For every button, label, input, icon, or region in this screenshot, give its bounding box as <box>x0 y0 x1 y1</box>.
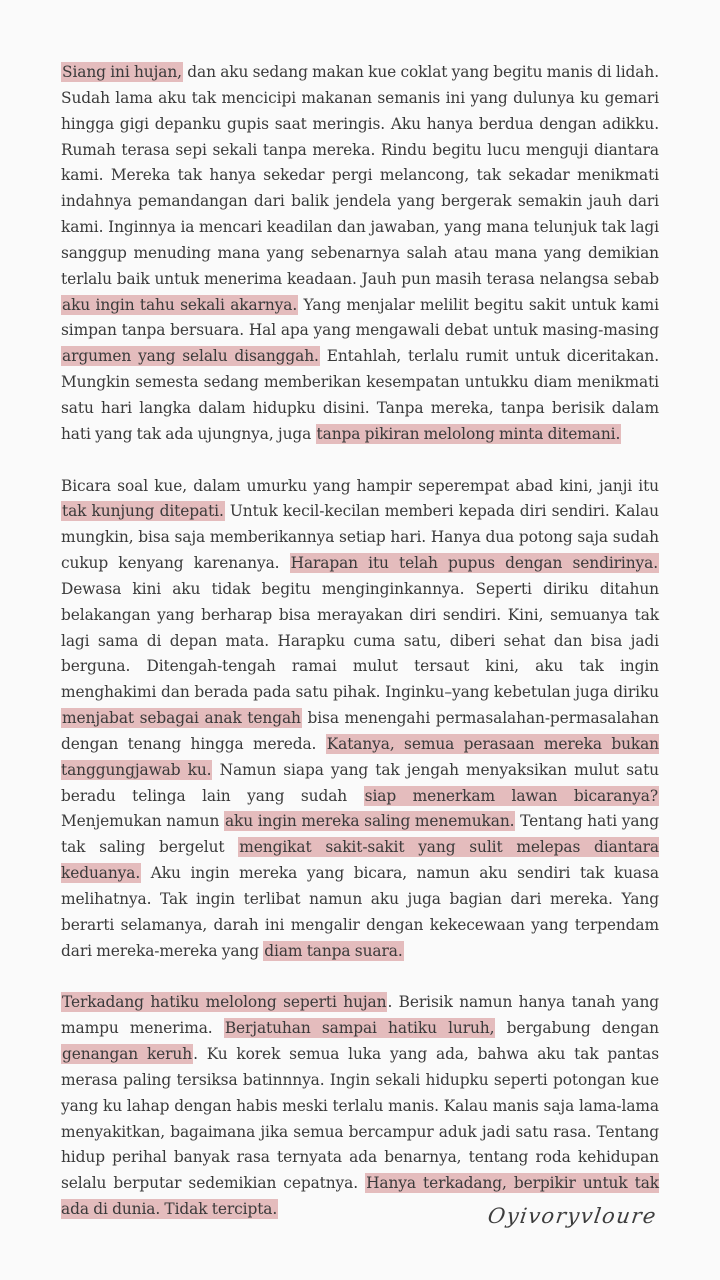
highlighted-text: aku ingin tahu sekali akarnya. <box>62 295 298 314</box>
journal-text <box>61 60 659 1223</box>
body-text: Tentang hati yang tak saling bergelut <box>61 812 659 857</box>
body-text: Namun siapa yang tak jengah menyaksikan mulut satu beradu telinga lain yang sudah <box>61 760 659 805</box>
paragraph-1 <box>61 60 659 448</box>
body-text: . Berisik namun hanya tanah yang mampu menerima. <box>61 993 660 1038</box>
highlighted-text: argumen yang selalu disanggah. <box>62 347 319 366</box>
highlighted-text: menjabat sebagai anak tengah <box>62 709 301 728</box>
highlighted-text: Harapan itu telah pupus dengan sendirinya. <box>290 554 659 573</box>
body-text: Yang menjalar melilit begitu sakit untuk kami simpan tanpa bersuara. Hal apa yang mengawali debat untuk masing-masing <box>61 295 660 340</box>
author-signature: Oyivoryvloure <box>486 1204 659 1228</box>
highlighted-text: Katanya, semua perasaan mereka bukan tanggungjawab ku. <box>61 734 659 779</box>
body-text: bisa menengahi permasalahan-permasalahan dengan tenang hingga mereda. <box>61 709 659 753</box>
highlighted-text: Terkadang hatiku melolong seperti hujan <box>62 993 387 1012</box>
body-text: Entahlah, terlalu rumit untuk diceritakan. Mungkin semesta sedang memberikan kesempatan untukku diam menikmati satu hari langka dalam hidupku disini. Tanpa mereka, tanpa berisik dalam hati yang tak ada ujungnya, juga <box>61 347 660 443</box>
highlighted-text: Berjatuhan sampai hatiku luruh, <box>224 1019 495 1038</box>
body-text: Bicara soal kue, dalam umurku yang hampir seperempat abad kini, janji itu <box>61 476 659 495</box>
highlighted-text: Siang ini hujan, <box>62 63 182 81</box>
paragraph-2 <box>61 474 659 965</box>
highlighted-text: siap menerkam lawan bicaranya? <box>364 786 659 805</box>
body-text: Dewasa kini aku tidak begitu menginginkannya. Seperti diriku ditahun belakangan yang berharap bisa merayakan diri sendiri. Kini, semuanya tak lagi sama di depan mata. Harapku cuma satu, diberi sehat dan bisa jadi berguna. Ditengah-tengah ramai mulut tersaut kini, aku tak ingin menghakimi dan berada pada satu pihak. Inginku–yang kebetulan juga diriku <box>61 579 659 702</box>
body-text: Untuk kecil-kecilan memberi kepada diri sendiri. Kalau mungkin, bisa saja memberikannya setiap hari. Hanya dua potong saja sudah cukup kenyang karenanya. <box>61 502 659 573</box>
highlighted-text: genangan keruh <box>62 1045 193 1064</box>
highlighted-text: tanpa pikiran melolong minta ditemani. <box>316 424 621 443</box>
body-text: dan aku sedang makan kue coklat yang begitu manis di lidah. Sudah lama aku tak mencicipi makanan semanis ini yang dulunya ku gemari hingga gigi depanku gupis saat meringis. Aku hanya berdua dengan adikku. Rumah terasa sepi sekali tanpa mereka. Rindu begitu lucu menguji diantara kami. Mereka tak hanya sekedar pergi melancong, tak sekadar menikmati indahnya pemandangan dari balik jendela yang bergerak semakin jauh dari kami. Inginnya ia mencari keadilan dan jawaban, yang mana telunjuk tak lagi sanggup menuding mana yang sebenarnya salah atau mana yang demikian terlalu baik untuk menerima keadaan. Jauh pun masih terasa nelangsa sebab <box>61 63 659 288</box>
highlighted-text: tak kunjung ditepati. <box>62 502 224 521</box>
highlighted-text: mengikat sakit-sakit yang sulit melepas diantara keduanya. <box>61 838 660 883</box>
body-text: Aku ingin mereka yang bicara, namun aku sendiri tak kuasa melihatnya. Tak ingin terlibat namun aku juga bagian dari mereka. Yang berarti selamanya, darah ini mengalir dengan kekecewaan yang terpendam dari mereka-mereka yang <box>61 864 659 960</box>
body-text: . Ku korek semua luka yang ada, bahwa aku tak pantas merasa paling tersiksa batinnnya. Ingin sekali hidupku seperti potongan kue yang ku lahap dengan habis meski terlalu manis. Kalau manis saja lama-lama menyakitkan, bagaimana jika semua bercampur aduk jadi satu rasa. Tentang hidup perihal banyak rasa ternyata ada benarnya, tentang roda kehidupan selalu berputar sedemikian cepatnya. <box>61 1045 659 1193</box>
highlighted-text: diam tanpa suara. <box>264 941 403 960</box>
paragraph-3 <box>61 990 659 1223</box>
highlighted-text: Hanya terkadang, berpikir untuk tak ada di dunia. Tidak tercipta. <box>61 1174 659 1219</box>
highlighted-text: aku ingin mereka saling menemukan. <box>224 812 515 831</box>
body-text: bergabung dengan <box>495 1019 659 1038</box>
body-text: Menjemukan namun <box>61 812 224 831</box>
